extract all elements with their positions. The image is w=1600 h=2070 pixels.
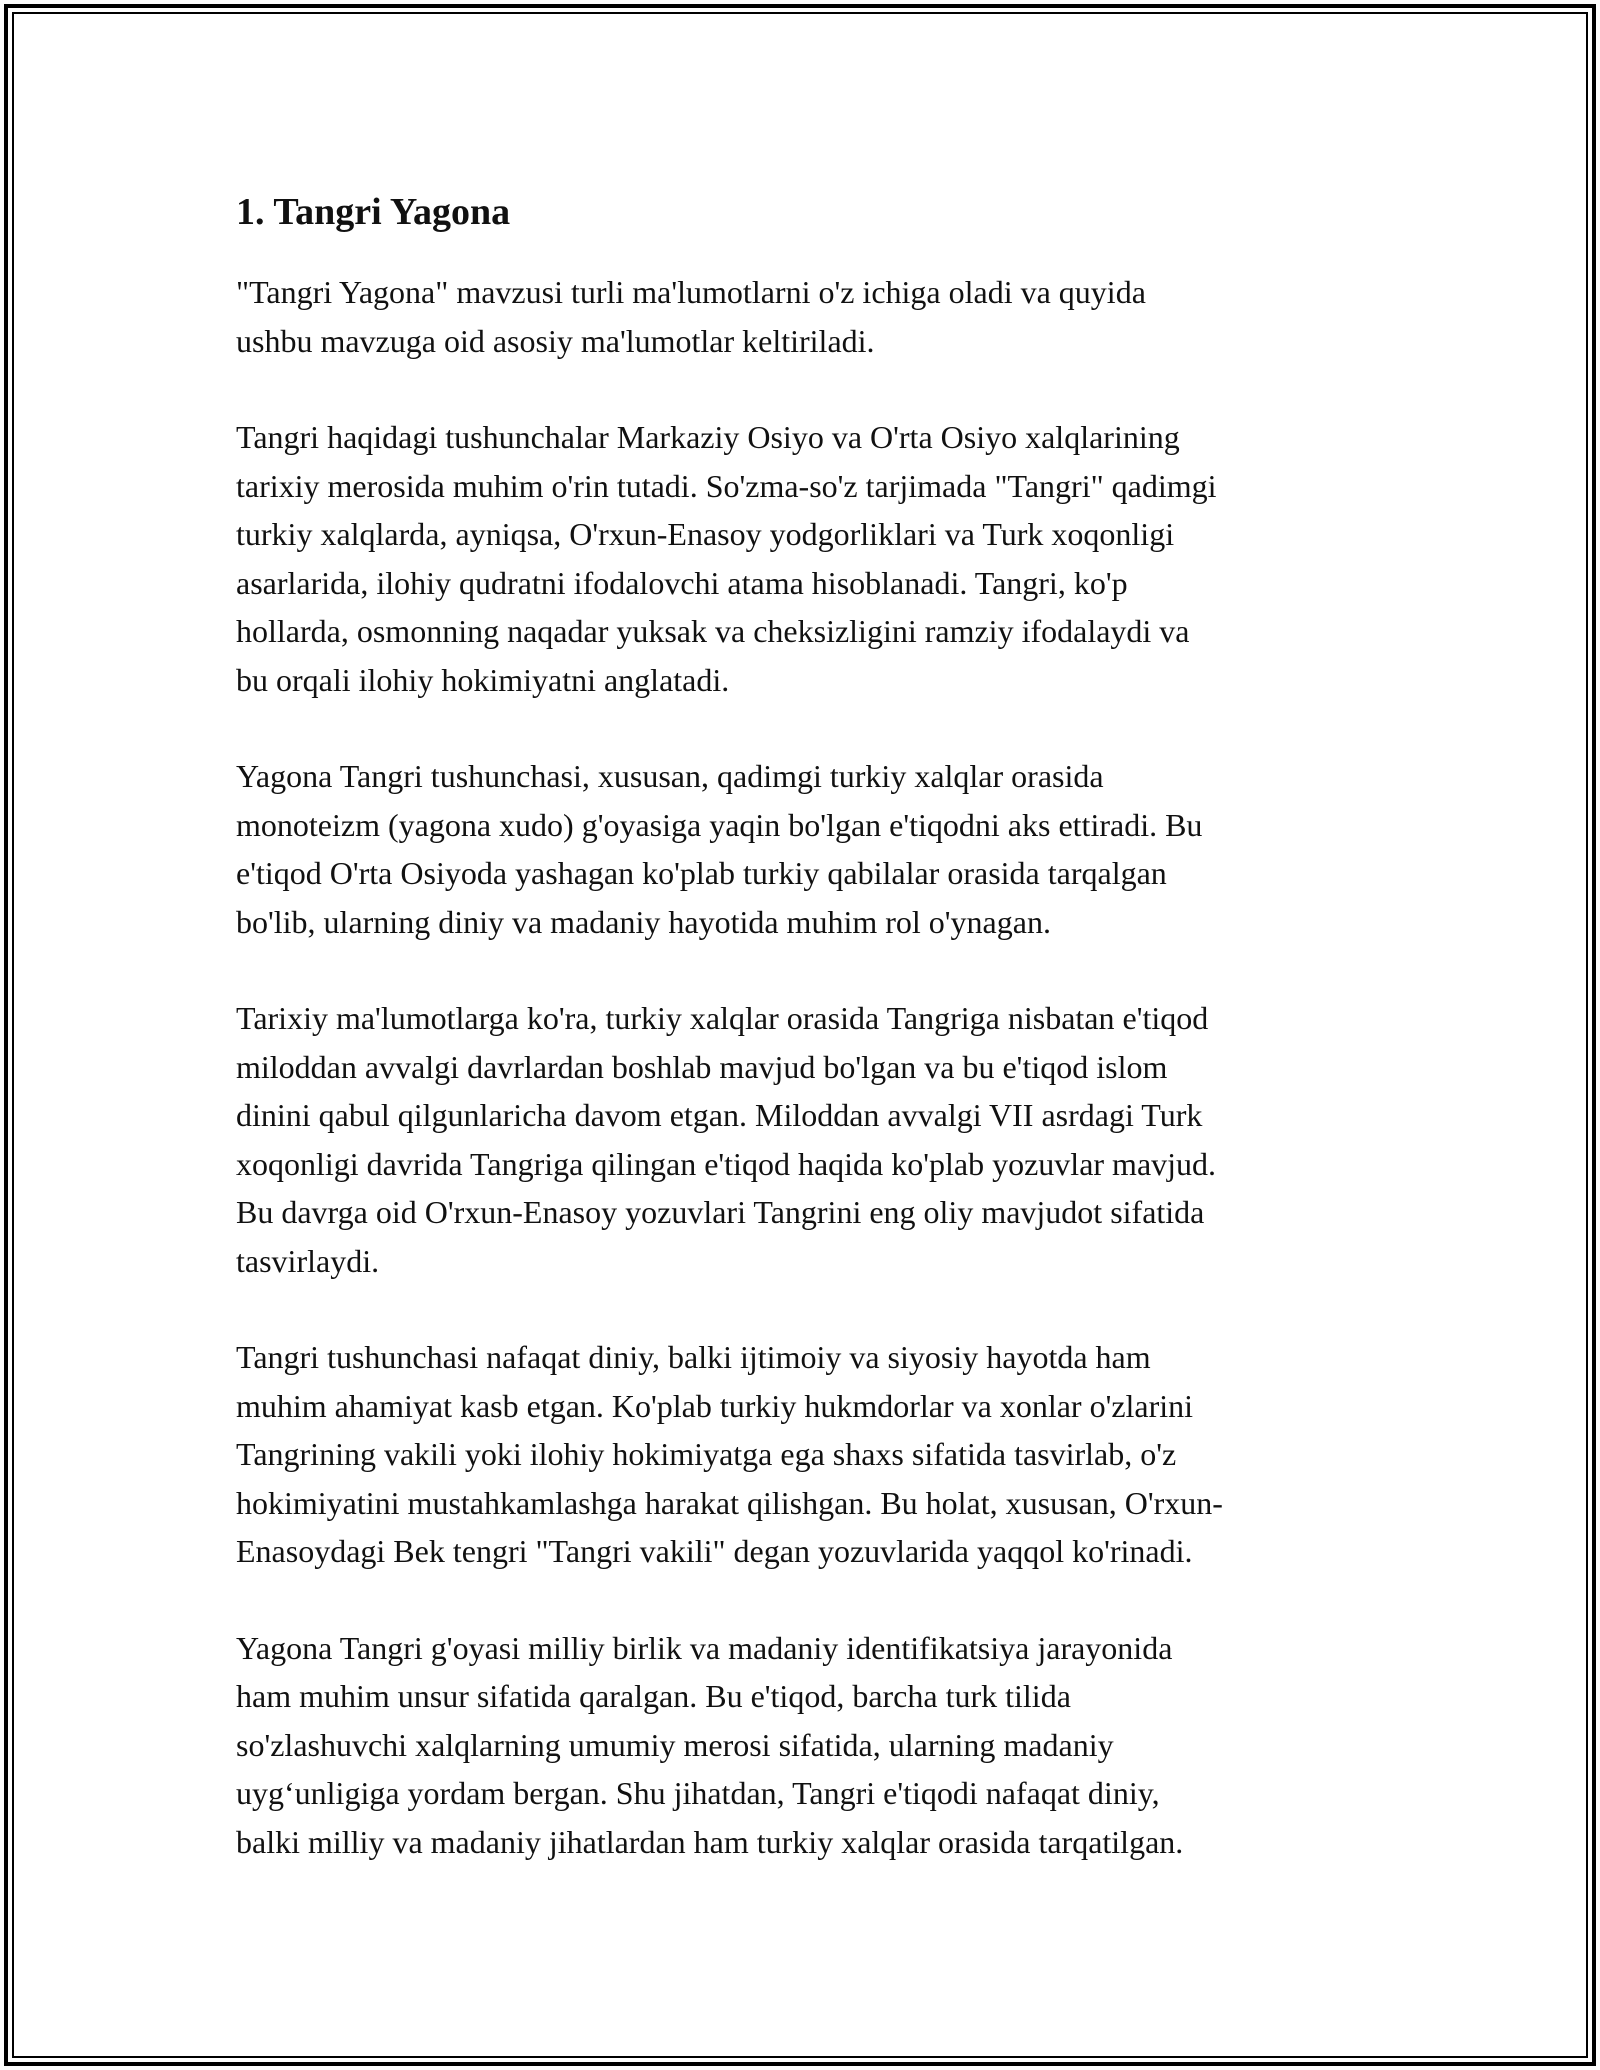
paragraph-line: e'tiqod O'rta Osiyoda yashagan ko'plab turkiy qabilalar orasida tarqalgan — [236, 855, 1167, 891]
paragraph-line: so'zlashuvchi xalqlarning umumiy merosi sifatida, ularning madaniy — [236, 1726, 1114, 1763]
paragraph-line: hollarda, osmonning naqadar yuksak va cheksizligini ramziy ifodalaydi va — [236, 613, 1190, 649]
paragraph-history — [236, 994, 1366, 1285]
paragraph-national-unity — [236, 1624, 1366, 1867]
paragraph-line: dinini qabul qilgunlaricha davom etgan. Miloddan avvalgi VII asrdagi Turk — [236, 1097, 1203, 1133]
paragraph-line: uyg‘unligiga yordam bergan. Shu jihatdan, Tangri e'tiqodi nafaqat diniy, — [236, 1775, 1160, 1811]
paragraph-line: Tangri tushunchasi nafaqat diniy, balki ijtimoiy va siyosiy hayotda ham — [236, 1339, 1151, 1375]
paragraph-line: asarlarida, ilohiy qudratni ifodalovchi atama hisoblanadi. Tangri, ko'p — [236, 564, 1128, 601]
paragraph-line: miloddan avvalgi davrlardan boshlab mavjud bo'lgan va bu e'tiqod islom — [236, 1048, 1168, 1085]
paragraph-line: ham muhim unsur sifatida qaralgan. Bu e'tiqod, barcha turk tilida — [236, 1678, 1071, 1714]
paragraph-line: Yagona Tangri g'oyasi milliy birlik va madaniy identifikatsiya jarayonida — [236, 1629, 1173, 1666]
paragraph-line: balki milliy va madaniy jihatlardan ham turkiy xalqlar orasida tarqatilgan. — [236, 1823, 1184, 1860]
paragraph-intro — [236, 268, 1366, 365]
paragraph-line: tarixiy merosida muhim o'rin tutadi. So'zma-so'z tarjimada "Tangri" qadimgi — [236, 467, 1217, 504]
paragraph-line: bu orqali ilohiy hokimiyatni anglatadi. — [236, 661, 730, 698]
paragraph-line: Tangri haqidagi tushunchalar Markaziy Osiyo va O'rta Osiyo xalqlarining — [236, 419, 1180, 455]
page-title: 1. Tangri Yagona — [236, 191, 511, 233]
paragraph-line: Tarixiy ma'lumotlarga ko'ra, turkiy xalqlar orasida Tangriga nisbatan e'tiqod — [236, 1000, 1209, 1036]
paragraph-line: Bu davrga oid O'rxun-Enasoy yozuvlari Tangrini eng oliy mavjudot sifatida — [236, 1194, 1205, 1230]
paragraph-line: monoteizm (yagona xudo) g'oyasiga yaqin bo'lgan e'tiqodni aks ettiradi. Bu — [236, 806, 1203, 843]
paragraph-line: ushbu mavzuga oid asosiy ma'lumotlar keltiriladi. — [236, 322, 875, 359]
paragraph-line: Yagona Tangri tushunchasi, xususan, qadimgi turkiy xalqlar orasida — [236, 758, 1104, 794]
paragraph-line: turkiy xalqlarda, ayniqsa, O'rxun-Enasoy yodgorliklari va Turk xoqonligi — [236, 516, 1175, 552]
document-body — [236, 186, 1366, 1914]
paragraph-line: bo'lib, ularning diniy va madaniy hayotida muhim rol o'ynagan. — [236, 903, 1051, 940]
paragraph-line: Enasoydagi Bek tengri "Tangri vakili" degan yozuvlarida yaqqol ko'rinadi. — [236, 1533, 1193, 1569]
paragraph-line: tasvirlaydi. — [236, 1242, 380, 1279]
paragraph-tangri-concepts — [236, 413, 1366, 704]
paragraph-line: xoqonligi davrida Tangriga qilingan e'tiqod haqida ko'plab yozuvlar mavjud. — [236, 1145, 1217, 1182]
paragraph-line: hokimiyatini mustahkamlashga harakat qilishgan. Bu holat, xususan, O'rxun- — [236, 1484, 1223, 1521]
paragraph-line: Tangrining vakili yoki ilohiy hokimiyatga ega shaxs sifatida tasvirlab, o'z — [236, 1436, 1177, 1472]
paragraph-line: muhim ahamiyat kasb etgan. Ko'plab turkiy hukmdorlar va xonlar o'zlarini — [236, 1387, 1194, 1424]
paragraph-social-political — [236, 1333, 1366, 1576]
paragraph-line: "Tangri Yagona" mavzusi turli ma'lumotlarni o'z ichiga oladi va quyida — [236, 274, 1146, 310]
paragraph-monotheism — [236, 752, 1366, 946]
